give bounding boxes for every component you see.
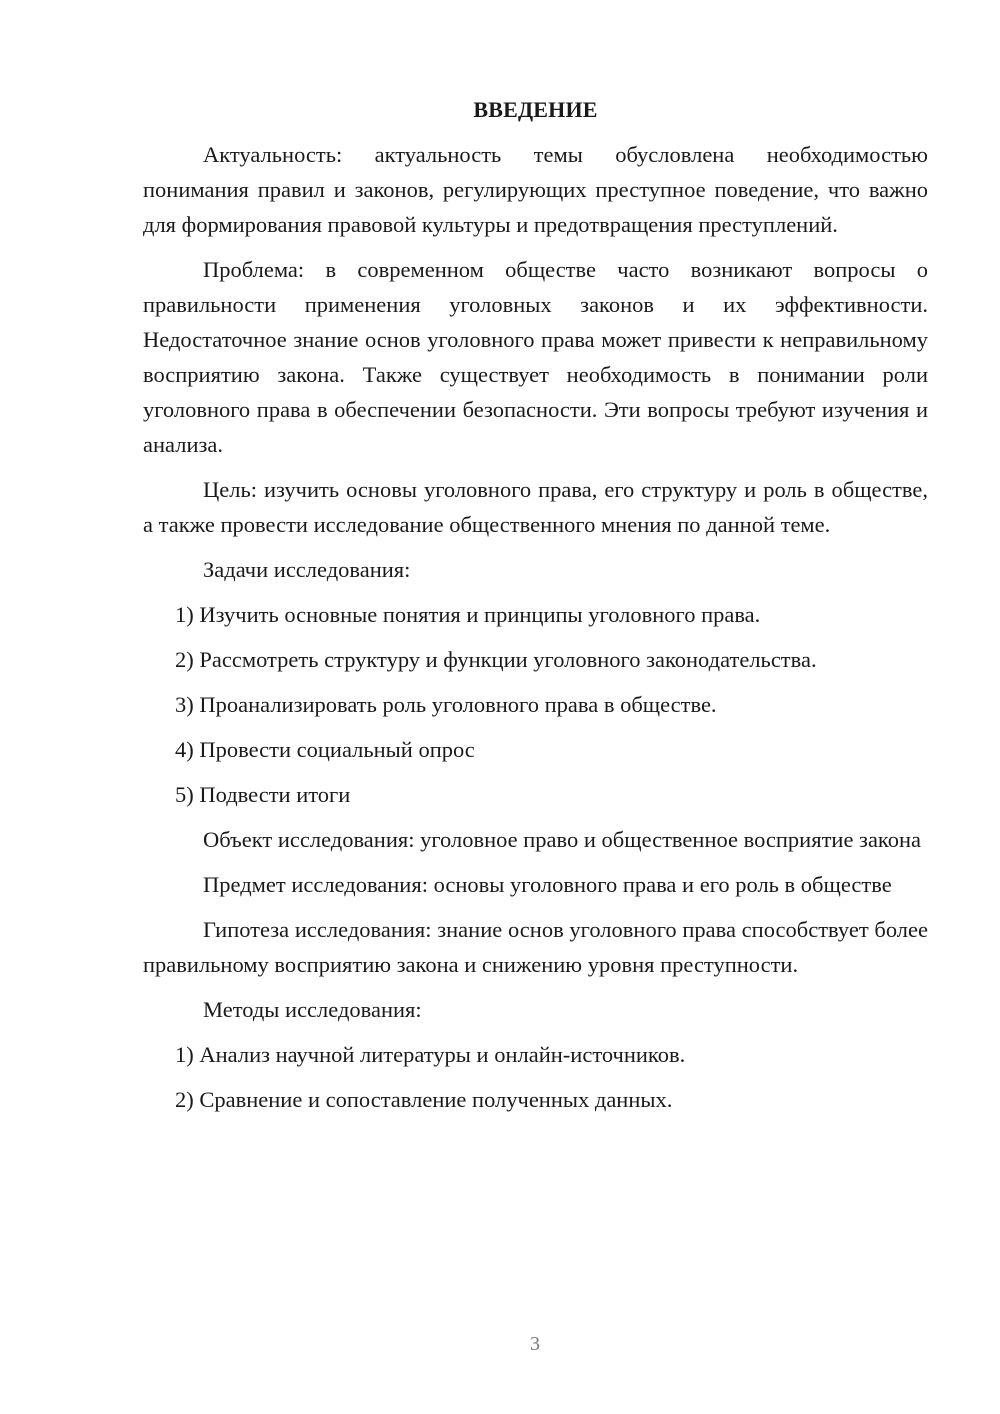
goal-paragraph: Цель: изучить основы уголовного права, его структуру и роль в обществе, а также провести исследование общественного мнения по данной теме. — [143, 477, 928, 537]
relevance-paragraph: Актуальность: актуальность темы обусловлена необходимостью понимания правил и законов, регулирующих преступное поведение, что важно для формирования правовой культуры и предотвращения преступлений. — [143, 142, 928, 237]
methods-title: Методы исследования: — [203, 997, 422, 1022]
methods-list — [143, 1037, 928, 1117]
problem-paragraph: Проблема: в современном обществе часто возникают вопросы о правильности применения уголовных законов и их эффективности. Недостаточное знание основ уголовного права может привести к неправильному восприятию закона. Также существует необходимость в понимании роли уголовного права в обеспечении безопасности. Эти вопросы требуют изучения и анализа. — [143, 257, 928, 457]
page-number: 3 — [530, 1333, 540, 1355]
task-item: 1) Изучить основные понятия и принципы уголовного права. — [175, 602, 761, 627]
subject-paragraph: Предмет исследования: основы уголовного права и его роль в обществе — [203, 872, 892, 897]
task-item: 4) Провести социальный опрос — [175, 737, 475, 762]
hypothesis-paragraph: Гипотеза исследования: знание основ уголовного права способствует более правильному восприятию закона и снижению уровня преступности. — [143, 917, 928, 977]
object-paragraph: Объект исследования: уголовное право и общественное восприятие закона — [203, 827, 922, 852]
tasks-title: Задачи исследования: — [203, 557, 411, 582]
tasks-list — [143, 597, 928, 812]
section-heading: ВВЕДЕНИЕ — [473, 97, 598, 122]
task-item: 3) Проанализировать роль уголовного права в обществе. — [175, 692, 717, 717]
page-content — [143, 95, 928, 1127]
method-item: 1) Анализ научной литературы и онлайн-источников. — [175, 1042, 686, 1067]
task-item: 5) Подвести итоги — [175, 782, 351, 807]
task-item: 2) Рассмотреть структуру и функции уголовного законодательства. — [175, 647, 817, 672]
method-item: 2) Сравнение и сопоставление полученных данных. — [175, 1087, 673, 1112]
